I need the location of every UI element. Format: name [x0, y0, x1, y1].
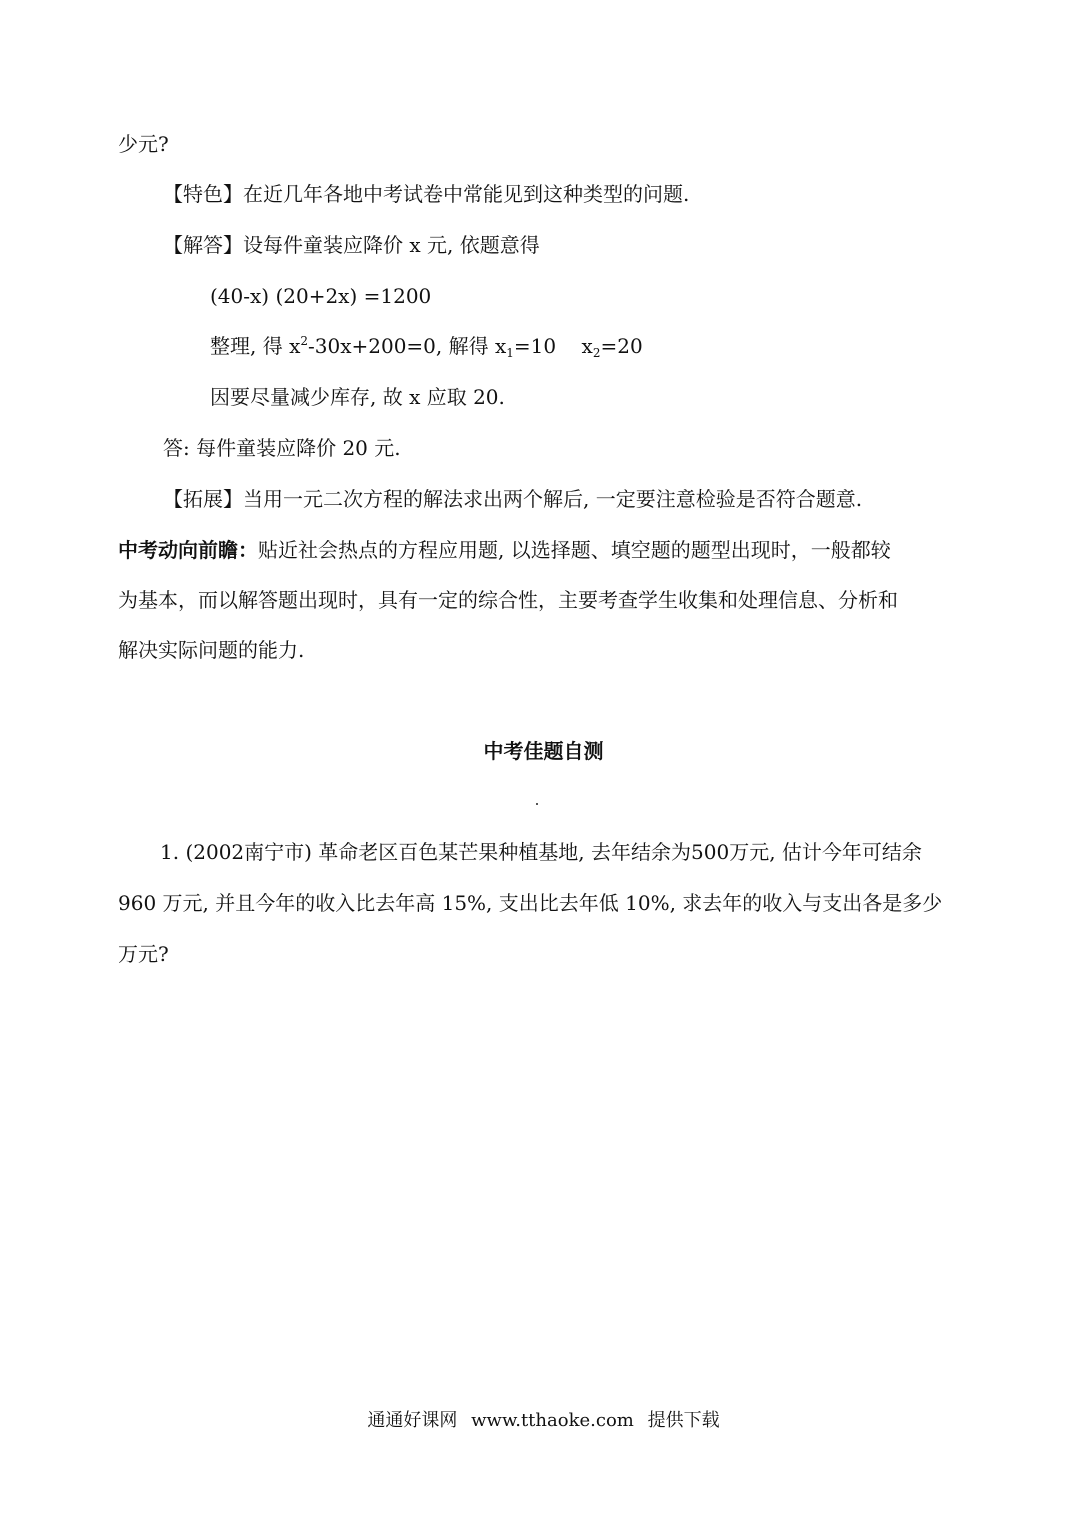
page-footer [0, 1409, 1087, 1433]
text-line: 少元? [118, 132, 169, 156]
text-line: 解决实际问题的能力. [118, 638, 305, 662]
conclusion-line: 答: 每件童装应降价 20 元. [163, 436, 401, 460]
text-line: 为基本，而以解答题出现时，具有一定的综合性，主要考查学生收集和处理信息、分析和 [118, 588, 898, 612]
subscript-2: 2 [592, 346, 601, 360]
trend-text: 贴近社会热点的方程应用题, 以选择题、填空题的题型出现时，一般都较 [258, 538, 891, 562]
subscript-1: 1 [506, 346, 514, 360]
footer-site-name: 通通好课网 [367, 1410, 458, 1431]
problem-text: 万元? [118, 942, 169, 966]
solution-line [210, 333, 643, 359]
text-line: 因要尽量减少库存, 故 x 应取 20. [210, 385, 505, 409]
feature-paragraph: 【特色】在近几年各地中考试卷中常能见到这种类型的问题. [163, 182, 690, 206]
trend-heading: 中考动向前瞻： [118, 538, 258, 562]
trend-paragraph [118, 537, 891, 563]
dot-mark [536, 803, 538, 805]
solution-text-d: =20 [600, 334, 643, 358]
answer-paragraph: 【解答】设每件童装应降价 x 元, 依题意得 [163, 233, 540, 257]
problem-text: 960 万元, 并且今年的收入比去年高 15%, 支出比去年低 10%, 求去年的收入与支出各是多少 [118, 891, 943, 915]
extension-paragraph: 【拓展】当用一元二次方程的解法求出两个解后, 一定要注意检验是否符合题意. [163, 487, 863, 511]
exponent: 2 [300, 334, 308, 348]
solution-text-a: 整理, 得 x [210, 334, 301, 358]
section-title: 中考佳题自测 [483, 739, 604, 763]
footer-url[interactable]: www.tthaoke.com [471, 1410, 634, 1431]
footer-suffix: 提供下载 [647, 1410, 720, 1431]
problem-text: 1. (2002南宁市) 革命老区百色某芒果种植基地, 去年结余为500万元, 估计今年可结余 [160, 840, 922, 864]
solution-text-b: -30x+200=0, 解得 x [308, 334, 507, 358]
equation-line: (40-x) (20+2x) =1200 [210, 284, 432, 308]
solution-text-c: =10 x [513, 334, 593, 358]
